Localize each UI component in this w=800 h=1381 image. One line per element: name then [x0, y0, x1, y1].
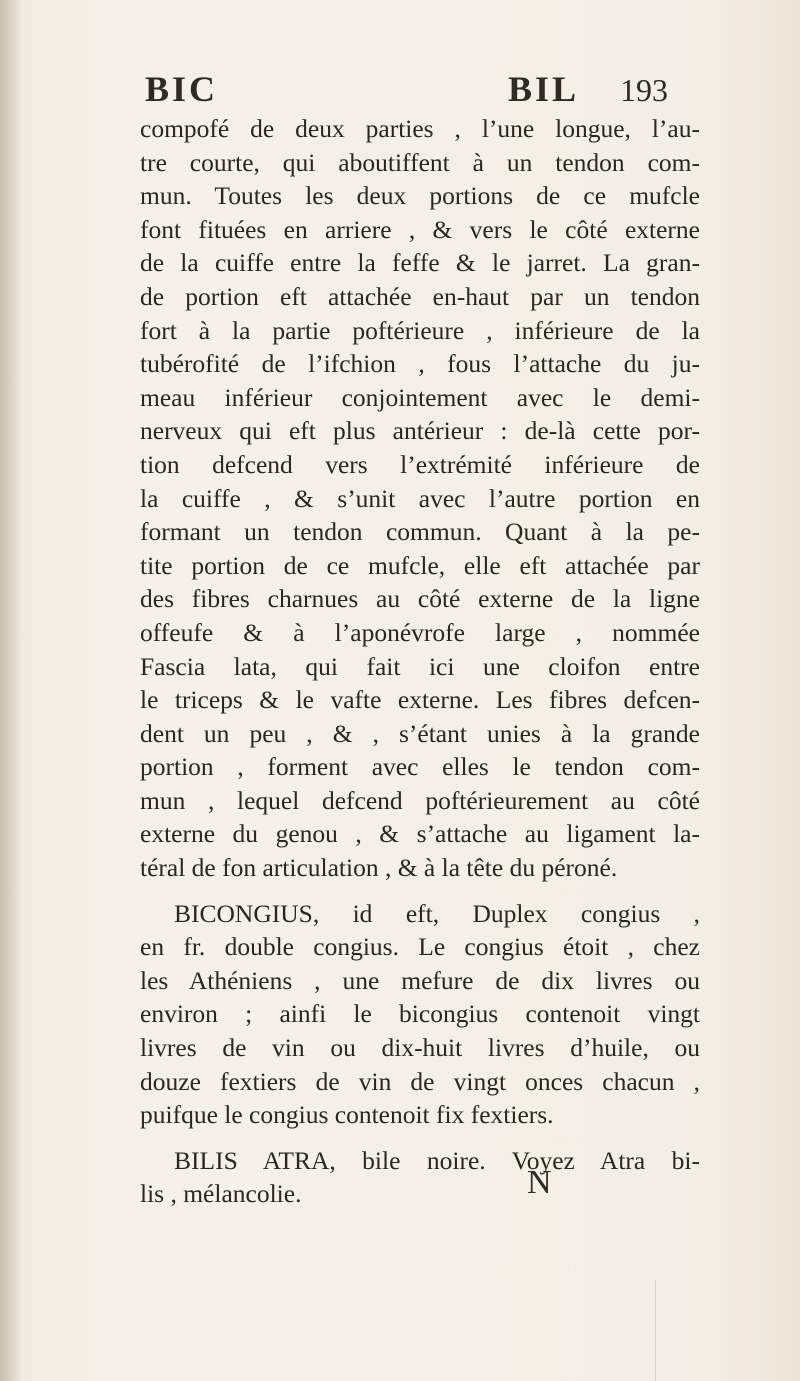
text-line: tubérofité de l’ifchion , fous l’attache du ju-: [140, 349, 700, 379]
text-line: mun , lequel defcend poftérieurement au côté: [140, 785, 700, 815]
text-line: tre courte, qui aboutiffent à un tendon com-: [140, 147, 700, 177]
text-line: tite portion de ce mufcle, elle eft attachée par: [140, 550, 700, 580]
text-line: offeufe & à l’aponévrofe large , nommée: [140, 617, 700, 647]
text-line: les Athéniens , une mefure de dix livres ou: [140, 965, 700, 995]
text-line: des fibres charnues au côté externe de la ligne: [140, 584, 700, 614]
text-line: formant un tendon commun. Quant à la pe-: [140, 517, 700, 547]
text-line: meau inférieur conjointement avec le demi-: [140, 382, 700, 412]
text-line: de la cuiffe entre la feffe & le jarret. La gran-: [140, 248, 700, 278]
text-line: téral de fon articulation , & à la tête du péroné.: [140, 853, 618, 883]
text-line: portion , forment avec elles le tendon com-: [140, 752, 700, 782]
text-line: en fr. double congius. Le congius étoit , chez: [140, 932, 700, 962]
paper-fold-line: [655, 1280, 656, 1381]
text-line: puifque le congius contenoit fix fextiers.: [140, 1100, 554, 1130]
entry-heading-line: BILIS ATRA, bile noire. Voyez Atra bi-: [174, 1145, 700, 1175]
page-number: 193: [620, 72, 668, 108]
text-line: douze fextiers de vin de vingt onces chacun ,: [140, 1066, 700, 1096]
body-text: [140, 112, 700, 1211]
running-head-left: BIC: [145, 69, 219, 109]
text-line: environ ; ainfi le bicongius contenoit vingt: [140, 999, 700, 1029]
entry-heading-line: BICONGIUS, id eft, Duplex congius ,: [174, 898, 700, 928]
text-line: font fituées en arriere , & vers le côté externe: [140, 214, 700, 244]
gutter-shadow: [0, 0, 22, 1381]
text-line: compofé de deux parties , l’une longue, l’au-: [140, 114, 700, 143]
paragraph-gap: [140, 885, 700, 897]
text-line: lis , mélancolie.: [140, 1179, 302, 1209]
text-line: mun. Toutes les deux portions de ce mufcle: [140, 181, 700, 211]
paragraph-gap: [140, 1132, 700, 1144]
text-line: livres de vin ou dix-huit livres d’huile, ou: [140, 1033, 700, 1063]
text-line: nerveux qui eft plus antérieur : de-là cette por-: [140, 416, 700, 446]
signature-mark: N: [527, 1164, 552, 1201]
text-line: de portion eft attachée en-haut par un tendon: [140, 281, 700, 311]
text-line: la cuiffe , & s’unit avec l’autre portion en: [140, 483, 700, 513]
text-line: tion defcend vers l’extrémité inférieure de: [140, 449, 700, 479]
text-line: le triceps & le vafte externe. Les fibres defcen-: [140, 685, 700, 715]
text-line: fort à la partie poftérieure , inférieure de la: [140, 315, 700, 345]
running-head: [0, 68, 800, 118]
text-line: dent un peu , & , s’étant unies à la grande: [140, 718, 700, 748]
text-line: externe du genou , & s’attache au ligament la-: [140, 819, 700, 849]
running-head-right: BIL: [508, 69, 580, 109]
text-line: Fascia lata, qui fait ici une cloifon entre: [140, 651, 700, 681]
